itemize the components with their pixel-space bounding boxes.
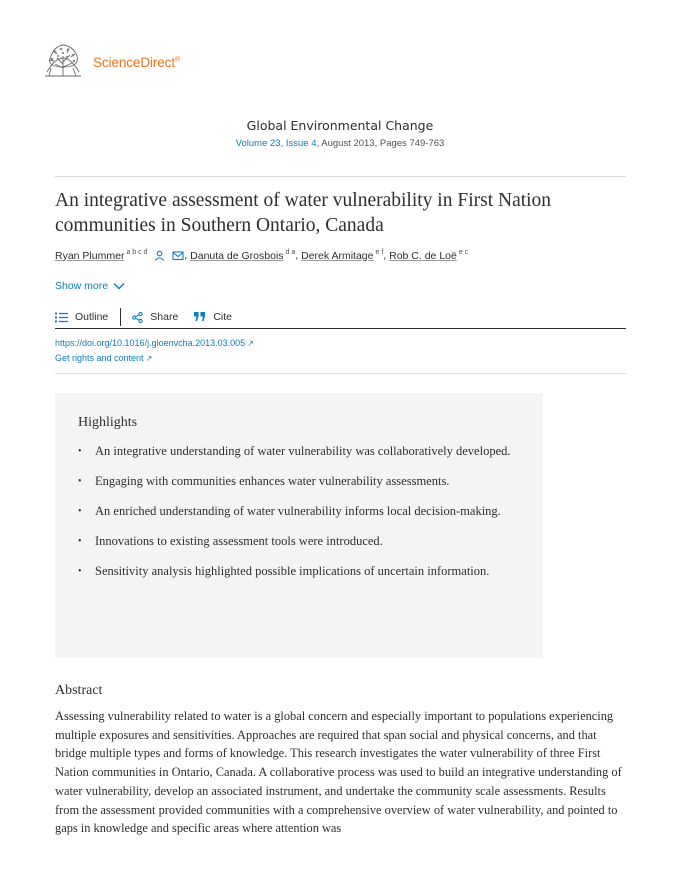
author-derek-armitage[interactable]: Derek Armitage $^{e f}$ (301, 249, 384, 262)
elsevier-tree-icon (43, 42, 83, 78)
highlights-section (55, 393, 543, 658)
divider (55, 373, 626, 374)
author-rob-de-loe[interactable]: Rob C. de Loë $^{e c}$ (389, 249, 469, 262)
show-more-button[interactable]: Show more (55, 280, 125, 292)
external-link-icon: ↗ (247, 339, 254, 348)
divider (55, 176, 626, 177)
volume-link[interactable]: Volume 23, Issue 4 (235, 138, 317, 149)
author-danuta-de-grosbois[interactable]: Danuta de Grosbois $^{d a}$ (190, 249, 296, 262)
get-rights-link[interactable]: Get rights and content ↗ (55, 353, 153, 363)
list-item: • An enriched understanding of water vulnerability informs local decision-making. (78, 502, 518, 521)
list-item: • Sensitivity analysis highlighted possible implications of uncertain information. (78, 562, 518, 581)
author-ryan-plummer[interactable]: Ryan Plummer $^{a b c d}$ (55, 249, 148, 262)
article-title: An integrative assessment of water vulnerability in First Nation communities in Southern Ontario, Canada (55, 190, 552, 236)
external-link-icon: ↗ (145, 354, 153, 363)
outline-button[interactable]: Outline (55, 311, 108, 323)
email-icon[interactable] (172, 250, 184, 261)
volume-pages: , August 2013, Pages 749-763 (316, 138, 445, 149)
doi-link[interactable]: https://doi.org/10.1016/j.gloenvcha.2013.03.005 ↗ (55, 338, 254, 348)
article-toolbar (55, 306, 626, 329)
sciencedirect-logo[interactable] (43, 42, 180, 78)
quote-icon (194, 312, 206, 322)
highlights-heading: Highlights (78, 415, 138, 430)
abstract-heading: Abstract (55, 683, 103, 698)
abstract-text: Assessing vulnerability related to water is a global concern and especially important to populations experiencing multiple exposures and sensitivities. Approaches are required that span social and physical concerns, and that bridge multiple types and forms of knowledge. This research investigates the water vulnerability of three First Nation communities in Ontario, Canada. A collaborative process was used to build an integrative understanding of water vulnerability, develop an associated instrument, and undertake the community scale assessments. Results from the assessment provided communities with a comprehensive overview of water vulnerability, and pointed to gaps in knowledge and specific areas where attention was (55, 709, 622, 836)
volume-info (0, 138, 680, 149)
logo-text: ScienceDirect® (93, 54, 181, 70)
toolbar-separator (120, 308, 121, 326)
share-icon (132, 312, 143, 323)
cite-button[interactable]: Cite (194, 311, 232, 323)
list-item: • Innovations to existing assessment tools were introduced. (78, 532, 518, 551)
highlights-list (78, 442, 518, 581)
person-icon[interactable] (154, 250, 165, 261)
list-item: • Engaging with communities enhances water vulnerability assessments. (78, 472, 518, 491)
journal-name[interactable]: Global Environmental Change (246, 118, 434, 133)
share-button[interactable]: Share (132, 311, 178, 323)
list-icon (55, 312, 68, 323)
author-list: Ryan Plummer $^{a b c d}$ , Danuta de Grosbois $^{d a}$, Derek Armitage $^{e f}$, Rob C. de Loë $^{e c}$ (55, 249, 469, 262)
chevron-down-icon (113, 282, 125, 290)
list-item: • An integrative understanding of water vulnerability was collaboratively developed. (78, 442, 518, 461)
